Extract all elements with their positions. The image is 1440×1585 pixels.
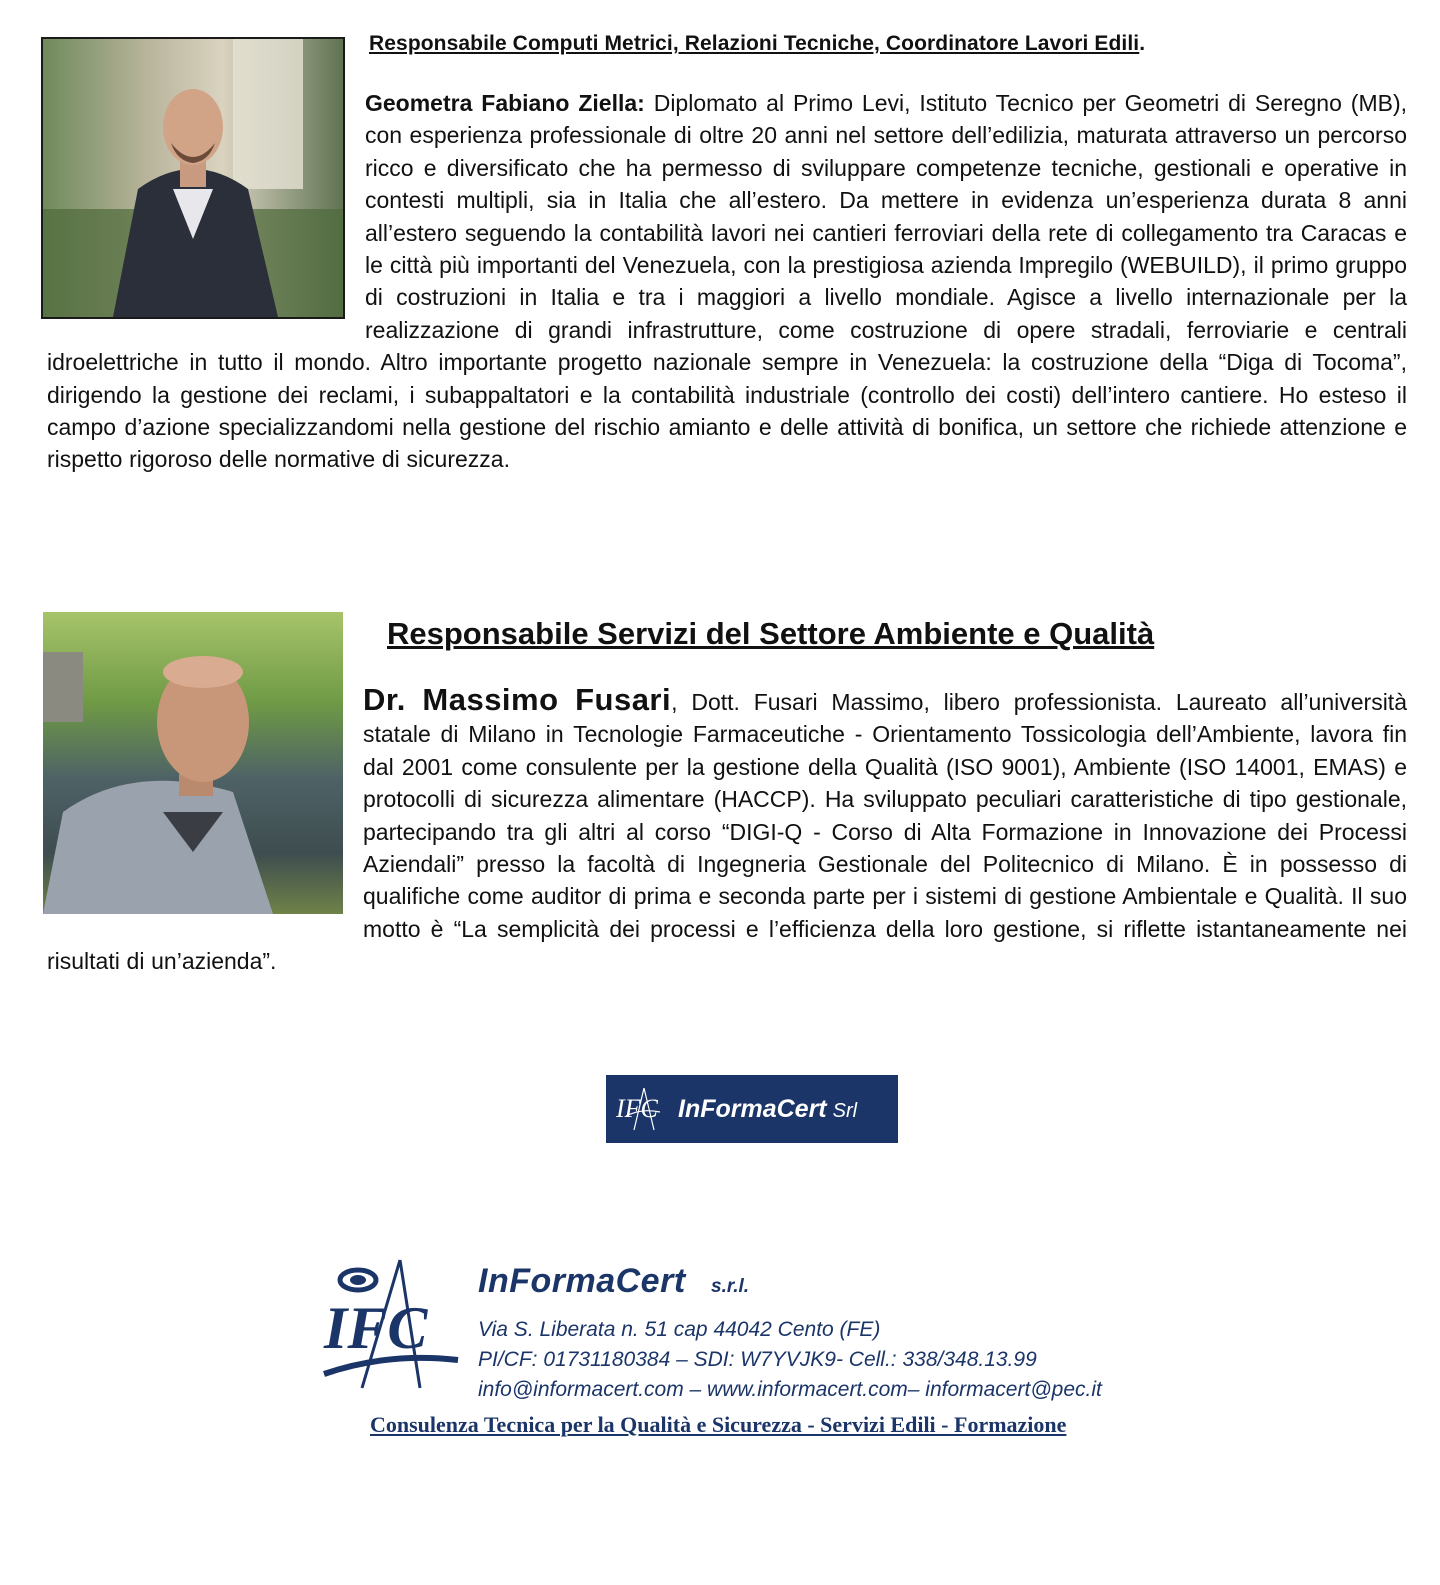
portrait-photo-ziella xyxy=(41,37,345,319)
company-letterhead xyxy=(318,1256,1178,1436)
informacert-logo-banner xyxy=(606,1075,898,1143)
name-ziella: Geometra Fabiano Ziella: xyxy=(365,90,645,116)
compass-icon xyxy=(622,1086,662,1132)
footer-fiscal-info: PI/CF: 01731180384 – SDI: W7YVJK9- Cell.: 338/348.13.99 xyxy=(478,1348,1037,1371)
footer-address: Via S. Liberata n. 51 cap 44042 Cento (FE) xyxy=(478,1318,881,1341)
ifc-logo-text: IFC xyxy=(616,1094,658,1123)
logo-brand-suffix: Srl xyxy=(832,1099,858,1122)
footer-company-name: InFormaCert xyxy=(478,1262,686,1300)
ifc-logo-icon xyxy=(318,1256,468,1406)
heading-1-text: Responsabile Computi Metrici, Relazioni Tecniche, Coordinatore Lavori Edili xyxy=(369,32,1140,55)
footer-company-suffix: s.r.l. xyxy=(711,1276,750,1297)
ifc-logo-mark xyxy=(616,1094,678,1124)
ifc-logo-letters: IFC xyxy=(324,1295,428,1361)
portrait-photo-fusari xyxy=(43,612,343,914)
profile-section-fusari xyxy=(47,612,1407,978)
footer-contacts: info@informacert.com – www.informacert.com– informacert@pec.it xyxy=(478,1378,1102,1401)
bio-fusari-text: , Dott. Fusari Massimo, libero professionista. Laureato all’università statale di Milano in Tecnologie Farmaceutiche - Orientamento Tossicologia dell’Ambiente, lavora fin dal 2001 come consulente per la gestione della Qualità (ISO 9001), Ambiente (ISO 14001, EMAS) e protocolli di sicurezza alimentare (HACCP). Ha sviluppato peculiari caratteristiche di tipo gestionale, partecipando tra gli altri al corso “DIGI-Q - Corso di Alta Formazione in Innovazione dei Processi Aziendali” presso la facoltà di Ingegneria Gestionale del Politecnico di Milano. È in possesso di qualifiche come auditor di prima e seconda parte per i sistemi di gestione Ambientale e Qualità. Il suo motto è “La semplicità dei processi e l’efficienza della loro gestione, si riflette istantaneamente nei risultati di un’azienda”. xyxy=(47,689,1407,975)
name-fusari: Dr. Massimo Fusari xyxy=(363,682,672,717)
section-heading-2: Responsabile Servizi del Settore Ambiente e Qualità xyxy=(387,616,1155,651)
logo-brand-name: InFormaCert xyxy=(678,1094,827,1123)
bio-ziella-text: Diplomato al Primo Levi, Istituto Tecnico per Geometri di Seregno (MB), con esperienza professionale di oltre 20 anni nel settore dell’edilizia, maturata attraverso un percorso ricco e diversificato che ha permesso di sviluppare competenze tecniche, gestionali e operative in contesti multipli, sia in Italia che all’estero. Da mettere in evidenza un’esperienza durata 8 anni all’estero seguendo la contabilità lavori nei cantieri ferroviari della rete di collegamento tra Caracas e le città più importanti del Venezuela, con la prestigiosa azienda Impregilo (WEBUILD), il primo gruppo di costruzioni in Italia e tra i maggiori a livello mondiale. Agisce a livello internazionale per la realizzazione di grandi infrastrutture, come costruzione di opere stradali, ferroviarie e centrali idroelettriche in tutto il mondo. Altro importante progetto nazionale sempre in Venezuela: la costruzione della “Diga di Tocoma”, dirigendo la gestione dei reclami, i subappaltatori e la contabilità industriale (controllo dei costi) dell’intero cantiere. Ho esteso il campo d’azione specializzandomi nella gestione del rischio amianto e delle attività di bonifica, un settore che richiede attenzione e rispetto rigoroso delle normative di sicurezza. xyxy=(47,90,1407,473)
portrait-illustration xyxy=(43,612,343,914)
portrait-illustration xyxy=(43,39,343,317)
heading-1-suffix: . xyxy=(1139,32,1146,55)
section-heading-1 xyxy=(369,32,1407,56)
profile-section-ziella xyxy=(47,32,1407,476)
footer-tagline: Consulenza Tecnica per la Qualità e Sicurezza - Servizi Edili - Formazione xyxy=(370,1412,1067,1437)
